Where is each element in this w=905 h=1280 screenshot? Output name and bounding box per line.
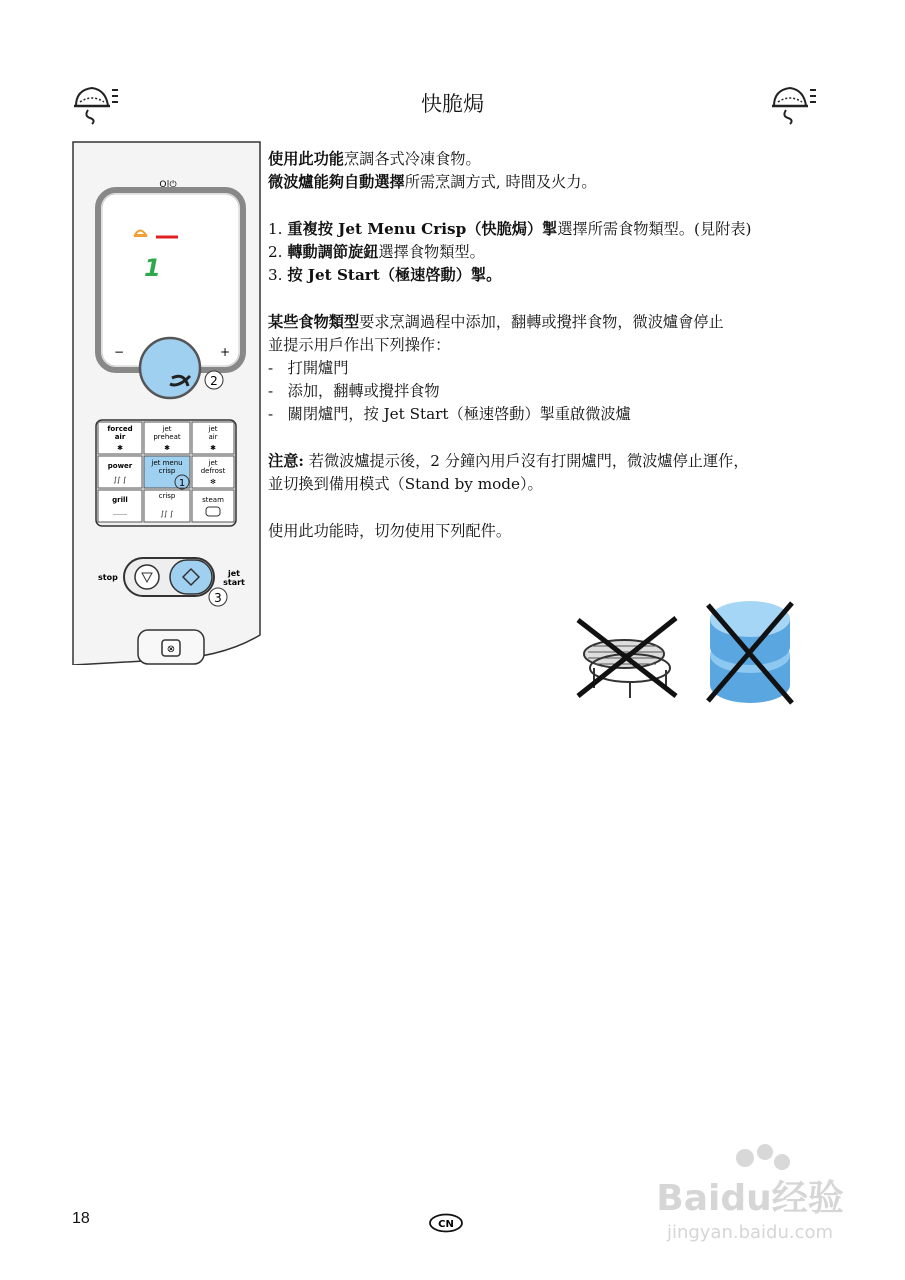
fan-icon: ✱: [210, 444, 216, 452]
note-line-2: 並切換到備用模式（Stand by mode）。: [268, 475, 543, 493]
snowflake-icon: ✻: [210, 478, 216, 486]
jet-menu-crisp-label: jet menu: [151, 459, 183, 467]
step-marker-1-label: 1: [178, 478, 186, 489]
fan-icon: ✱: [117, 444, 123, 452]
step-1: [268, 218, 838, 241]
intro-bold: 使用此功能: [268, 150, 344, 168]
step-bold: 轉動調節旋鈕: [287, 243, 379, 261]
step-3: [268, 264, 838, 287]
stop-button[interactable]: [135, 565, 159, 589]
some-foods-line-2: 並提示用戶作出下列操作：: [268, 336, 451, 354]
stop-label: stop: [98, 573, 118, 582]
note-text: 若微波爐提示後，2 分鐘內用戶沒有打開爐門，微波爐停止運作，: [303, 452, 749, 470]
bullet-text: 添加，翻轉或攪拌食物: [287, 382, 440, 400]
step-text: 選擇所需食物類型。(見附表): [557, 220, 752, 238]
crisp-plate-icon: [770, 80, 818, 126]
jet-defrost-label: jet: [208, 459, 218, 467]
forced-air-label: air: [114, 433, 126, 441]
intro-text: 所需烹調方式, 時間及火力。: [404, 173, 597, 191]
microwave-waves-icon: ∫∫ ∫: [113, 476, 127, 484]
language-badge: [428, 1213, 464, 1233]
jet-air-label: air: [208, 433, 218, 441]
power-symbol: O|⏻: [159, 180, 177, 190]
step-bold: 重複按 Jet Menu Crisp（快脆焗）掣: [287, 220, 558, 238]
intro-bold: 微波爐能夠自動選擇: [268, 173, 405, 191]
some-foods-line-1: [268, 311, 838, 334]
step-number: 1.: [268, 220, 283, 238]
grill-icon: ﹏﹏: [113, 508, 127, 516]
language-badge-label: CN: [438, 1219, 454, 1230]
display-digit: 1: [144, 254, 161, 282]
some-foods-bold: 某些食物類型: [268, 313, 360, 331]
watermark-url: jingyan.baidu.com: [666, 1222, 834, 1243]
crossed-grill-rack-image: [572, 612, 682, 702]
dial-minus: −: [114, 345, 125, 359]
crisp-waves-icon: ∫∫ ∫: [160, 510, 174, 518]
accessory-note: 使用此功能時，切勿使用下列配件。: [268, 522, 511, 540]
jet-preheat-label: preheat: [153, 433, 181, 441]
jet-start-label: jet: [228, 569, 240, 578]
page-number: 18: [72, 1210, 90, 1227]
bullet-item: - 打開爐門: [268, 359, 349, 377]
step-bold: 按 Jet Start（極速啓動）掣。: [287, 266, 502, 284]
bullet-item: - 添加，翻轉或攪拌食物: [268, 382, 440, 400]
jet-air-label: jet: [208, 425, 218, 433]
step-number: 2.: [268, 243, 283, 261]
step-marker-3-label: 3: [214, 591, 222, 605]
microwave-control-panel: [72, 140, 262, 665]
instructions: [268, 148, 838, 543]
watermark-brand: Baidu经验: [656, 1178, 844, 1219]
step-marker-2-label: 2: [210, 374, 218, 388]
jet-preheat-label: jet: [162, 425, 172, 433]
steam-button[interactable]: [192, 490, 234, 522]
note-label: 注意:: [268, 452, 304, 470]
dial-plus: +: [220, 345, 231, 359]
baidu-watermark: [640, 1140, 860, 1250]
fan-icon: ✱: [164, 444, 170, 452]
steam-label: steam: [202, 496, 224, 504]
intro-line-1: [268, 148, 838, 171]
paw-logo-icon: [736, 1144, 790, 1170]
crisp-label: crisp: [158, 492, 176, 500]
step-text: 選擇食物類型。: [378, 243, 485, 261]
grill-button[interactable]: [98, 490, 142, 522]
jet-defrost-label: defrost: [200, 467, 226, 475]
forced-air-label: forced: [107, 425, 133, 433]
page-title: 快脆焗: [421, 92, 484, 116]
some-foods-text: 要求烹調過程中添加，翻轉或攪拌食物，微波爐會停止: [359, 313, 724, 331]
step-number: 3.: [268, 266, 283, 284]
intro-text: 烹調各式冷凍食物。: [343, 150, 481, 168]
door-open-icon: ⊗: [166, 644, 176, 655]
intro-line-2: [268, 171, 838, 194]
jet-menu-crisp-label: crisp: [158, 467, 176, 475]
bullet-text: 關閉爐門，按 Jet Start（極速啓動）掣重啟微波爐: [287, 405, 631, 423]
note-line-1: [268, 450, 838, 473]
power-label: power: [107, 462, 133, 470]
step-2: [268, 241, 838, 264]
jet-start-label: start: [223, 578, 245, 587]
grill-label: grill: [112, 496, 128, 504]
bullet-text: 打開爐門: [287, 359, 349, 377]
bullet-item: - 關閉爐門，按 Jet Start（極速啓動）掣重啟微波爐: [268, 405, 631, 423]
crossed-crisp-plates-image: [700, 585, 800, 720]
adjust-dial[interactable]: [140, 338, 200, 398]
jet-start-button[interactable]: [170, 560, 212, 594]
